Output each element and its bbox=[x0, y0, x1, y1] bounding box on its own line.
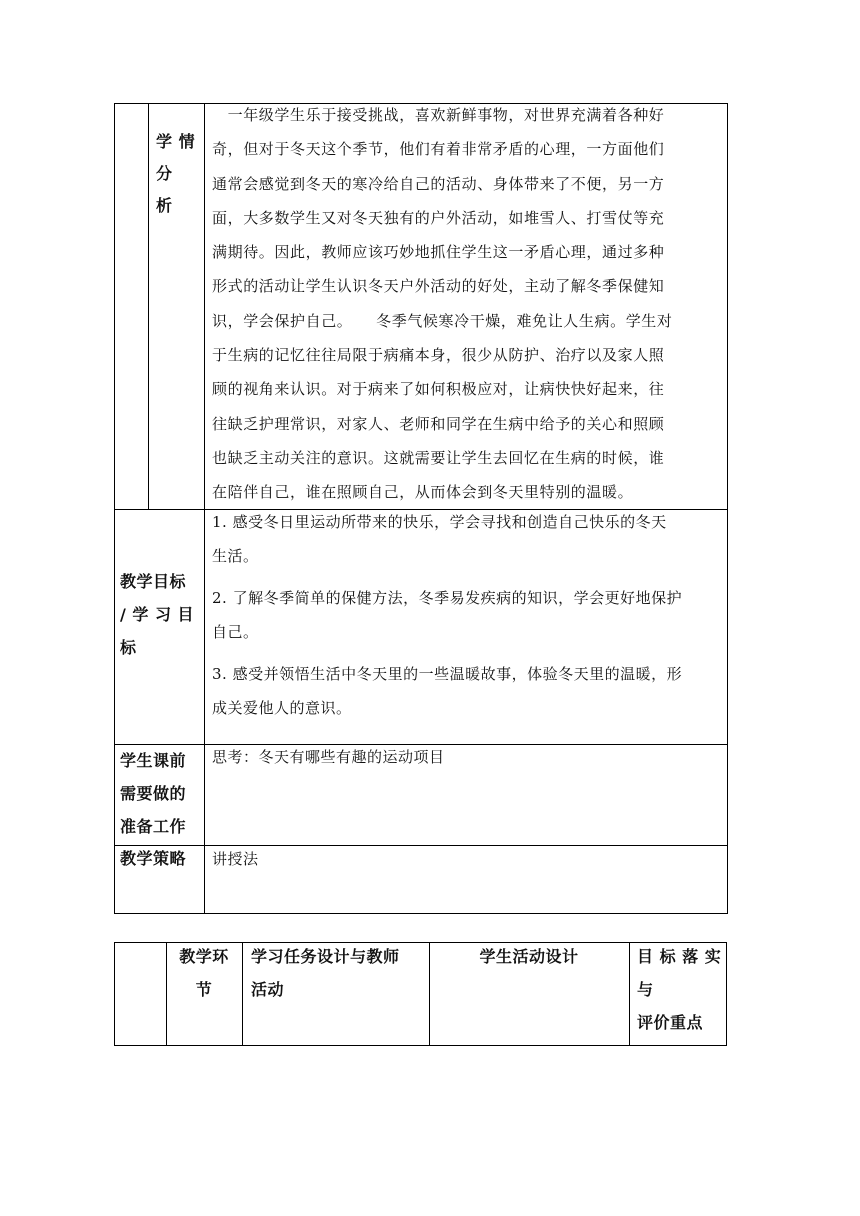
objective-item: 2. 了解冬季简单的保健方法，冬季易发疾病的知识，学会更好地保护 自己。 bbox=[212, 589, 683, 641]
strategy-label: 教学策略 bbox=[120, 849, 187, 868]
objective-item: 1. 感受冬日里运动所带来的快乐，学会寻找和创造自己快乐的冬天 生活。 bbox=[212, 513, 667, 565]
objectives-label: 教学目标 / 学 习 目 标 bbox=[120, 572, 195, 657]
objectives-content bbox=[212, 505, 726, 725]
preparation-label: 学生课前 需要做的 准备工作 bbox=[120, 751, 187, 836]
situation-content: 一年级学生乐于接受挑战，喜欢新鲜事物，对世界充满着各种好 奇，但对于冬天这个季节，他们有着非常矛盾的心理，一方面他们 通常会感觉到冬天的寒冷给自己的活动、身体带来了不便，另一方 面，大多数学生又对冬天独有的户外活动，如堆雪人、打雪仗等充 满期待。因此，教师应该巧妙地抓住学生这一矛盾心理，通过多种 形式的活动让学生认识冬天户外活动的好处，主动了解冬季保健知 识，学会保护自己。 冬季气候寒冷干燥，难免让人生病。学生对 于生病的记忆往往局限于病痛本身，很少从防护、治疗以及家人照 顾的视角来认识。对于病来了如何积极应对，让病快快好起来，往 往缺乏护理常识，对家人、老师和同学在生病中给予的关心和照顾 也缺乏主动关注的意识。这就需要让学生去回忆在生病的时候，谁 在陪伴自己，谁在照顾自己，从而体会到冬天里特别的温暖。 bbox=[212, 106, 673, 502]
objective-item: 3. 感受并领悟生活中冬天里的一些温暖故事，体验冬天里的温暖，形 成关爱他人的意识。 bbox=[212, 665, 683, 717]
situation-label: 学 情 分 析 bbox=[156, 132, 196, 215]
header-teaching-stage: 教学环 节 bbox=[179, 947, 229, 999]
column-divider bbox=[629, 942, 630, 1046]
preparation-content: 思考：冬天有哪些有趣的运动项目 bbox=[212, 748, 445, 766]
column-divider bbox=[242, 942, 243, 1046]
header-goal-evaluation: 目 标 落 实 与 评价重点 bbox=[637, 947, 722, 1032]
header-task-design: 学习任务设计与教师 活动 bbox=[251, 947, 400, 999]
header-student-activity: 学生活动设计 bbox=[479, 947, 579, 966]
situation-inner-divider bbox=[148, 103, 149, 509]
strategy-content: 讲授法 bbox=[212, 850, 259, 868]
